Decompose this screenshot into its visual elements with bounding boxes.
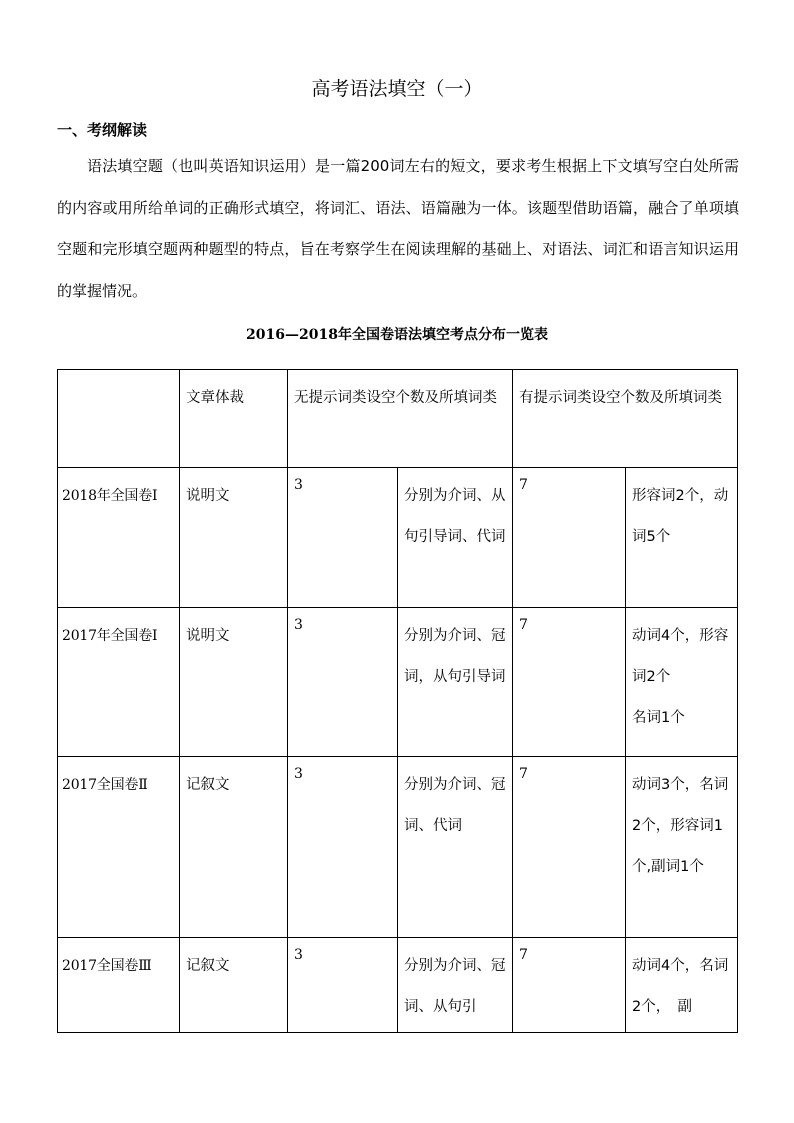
hint-types-cell	[626, 468, 738, 608]
header-genre: 文章体裁	[180, 370, 288, 468]
header-no-hint: 无提示词类设空个数及所填词类	[288, 370, 513, 468]
hint-types-cell	[626, 757, 738, 938]
exam-cell: 2017全国卷Ⅲ	[58, 938, 180, 1033]
hint-types-line: 动词3个，名词2个，形容词1个,副词1个	[632, 777, 729, 875]
table-row	[58, 608, 738, 757]
exam-cell: 2017全国卷Ⅱ	[58, 757, 180, 938]
hint-types-cell	[626, 938, 738, 1033]
hint-count-cell: 7	[513, 757, 626, 938]
no-hint-types-cell: 分别为介词、冠词，从句引导词	[398, 608, 513, 757]
no-hint-types-cell: 分别为介词、冠词、从句引	[398, 938, 513, 1033]
no-hint-count-cell: 3	[288, 608, 398, 757]
table-row	[58, 468, 738, 608]
genre-cell: 记叙文	[180, 757, 288, 938]
table-row	[58, 757, 738, 938]
hint-types-line: 形容词2个，动词5个	[632, 488, 729, 545]
no-hint-types-cell: 分别为介词、冠词、代词	[398, 757, 513, 938]
table-caption: 2016—2018年全国卷语法填空考点分布一览表	[246, 327, 548, 343]
table-row	[58, 938, 738, 1033]
distribution-table	[57, 369, 738, 1033]
no-hint-count-cell: 3	[288, 757, 398, 938]
exam-cell: 2018年全国卷Ⅰ	[58, 468, 180, 608]
no-hint-count-cell: 3	[288, 938, 398, 1033]
header-blank-cell	[58, 370, 180, 468]
header-with-hint: 有提示词类设空个数及所填词类	[513, 370, 738, 468]
hint-types-line: 动词4个，名词2个， 副	[632, 958, 729, 1015]
hint-types-cell	[626, 608, 738, 757]
intro-paragraph: 语法填空题（也叫英语知识运用）是一篇200词左右的短文，要求考生根据上下文填写空白处所需的内容或用所给单词的正确形式填空，将词汇、语法、语篇融为一体。该题型借助语篇，融合了单项填空题和完形填空题两种题型的特点，旨在考察学生在阅读理解的基础上、对语法、词汇和语言知识运用的掌握情况。	[57, 157, 739, 300]
table-header-row	[58, 370, 738, 468]
no-hint-count-cell: 3	[288, 468, 398, 608]
exam-cell: 2017年全国卷Ⅰ	[58, 608, 180, 757]
hint-count-cell: 7	[513, 938, 626, 1033]
section-heading: 一、考纲解读	[57, 121, 148, 139]
no-hint-types-cell: 分别为介词、从句引导词、代词	[398, 468, 513, 608]
genre-cell: 记叙文	[180, 938, 288, 1033]
hint-count-cell: 7	[513, 608, 626, 757]
genre-cell: 说明文	[180, 608, 288, 757]
hint-types-line: 名词1个	[632, 710, 685, 726]
hint-count-cell: 7	[513, 468, 626, 608]
hint-types-line: 动词4个，形容词2个	[632, 628, 729, 685]
page-title: 高考语法填空（一）	[311, 78, 483, 100]
genre-cell: 说明文	[180, 468, 288, 608]
